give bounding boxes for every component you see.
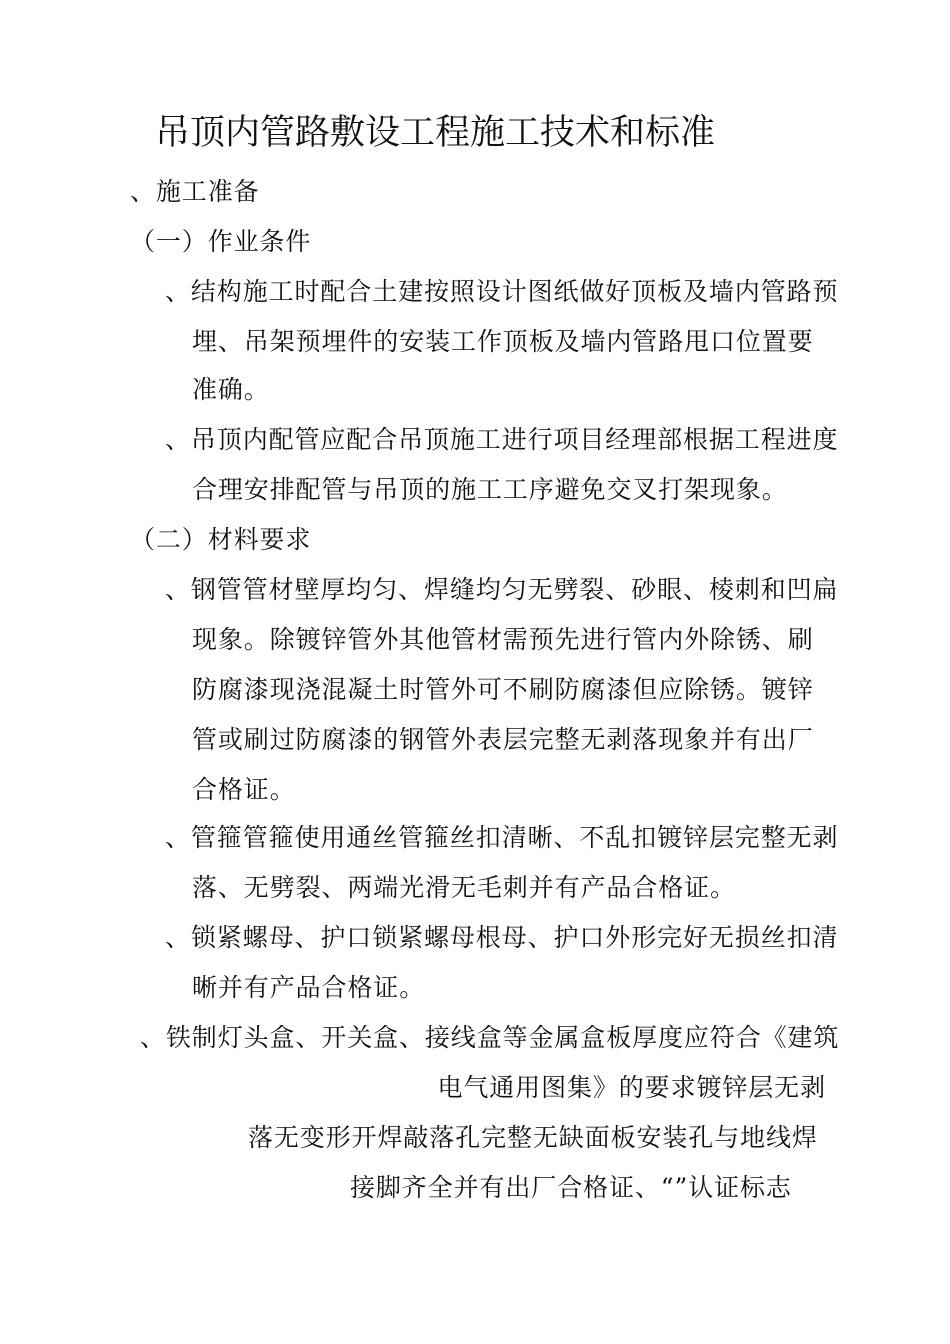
- paragraph-line: 、锁紧螺母、护口锁紧螺母根母、护口外形完好无损丝扣清: [165, 923, 839, 952]
- paragraph-line: 、铁制灯头盒、开关盒、接线盒等金属盒板厚度应符合《建筑: [140, 1023, 840, 1052]
- paragraph-line: 落、无劈裂、两端光滑无毛刺并有产品合格证。: [192, 873, 736, 902]
- subsection-heading-materials: （二）材料要求: [130, 525, 312, 554]
- paragraph-line: 、管箍管箍使用通丝管箍丝扣清晰、不乱扣镀锌层完整无剥: [165, 823, 839, 852]
- paragraph-line: 现象。除镀锌管外其他管材需预先进行管内外除锈、刷: [192, 625, 814, 654]
- paragraph-line: 合理安排配管与吊顶的施工工序避免交叉打架现象。: [192, 475, 788, 504]
- paragraph-line: 准确。: [192, 375, 270, 404]
- paragraph-line: 防腐漆现浇混凝土时管外可不刷防腐漆但应除锈。镀锌: [192, 675, 814, 704]
- section-heading-preparation: 、施工准备: [130, 177, 260, 206]
- paragraph-line: 埋、吊架预埋件的安装工作顶板及墙内管路甩口位置要: [192, 327, 814, 356]
- paragraph-line: 、结构施工时配合土建按照设计图纸做好顶板及墙内管路预: [165, 277, 839, 306]
- paragraph-line: 晰并有产品合格证。: [192, 973, 426, 1002]
- subsection-heading-conditions: （一）作业条件: [130, 227, 312, 256]
- paragraph-line: 电气通用图集》的要求镀锌层无剥: [437, 1073, 826, 1102]
- paragraph-line: 接脚齐全并有出厂合格证、“”认证标志: [350, 1173, 792, 1202]
- document-title: 吊顶内管路敷设工程施工技术和标准: [155, 113, 716, 153]
- paragraph-line: 、钢管管材壁厚均匀、焊缝均匀无劈裂、砂眼、棱刺和凹扁: [165, 575, 839, 604]
- paragraph-line: 合格证。: [192, 775, 296, 804]
- paragraph-line: 、吊顶内配管应配合吊顶施工进行项目经理部根据工程进度: [165, 425, 839, 454]
- paragraph-line: 管或刷过防腐漆的钢管外表层完整无剥落现象并有出厂: [192, 725, 814, 754]
- paragraph-line: 落无变形开焊敲落孔完整无缺面板安装孔与地线焊: [248, 1123, 818, 1152]
